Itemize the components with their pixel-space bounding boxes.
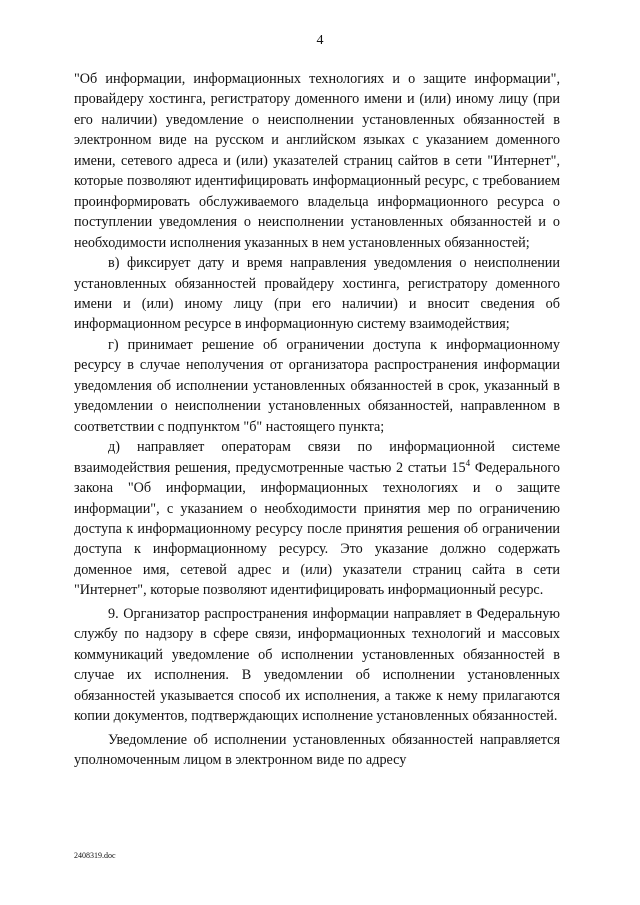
paragraph-9: 9. Организатор распространения информации направляет в Федеральную службу по надзору в сфере связи, информационных технологий и массовых коммуникаций уведомление об исполнении установленных обязанностей в случае их исполнения. В уведомлении об исполнении установленных обязанностей указывается способ их исполнения, а также к нему прилагаются копии документов, подтверждающих исполнение установленных обязанностей.: [74, 605, 560, 725]
paragraph-item-d-text-start: д) направляет операторам связи по информационной системе взаимодействия решения, предусмотренные частью 2 статьи 15: [74, 439, 560, 476]
paragraph-item-v: в) фиксирует дату и время направления уведомления о неисполнении установленных обязанностей провайдеру хостинга, регистратору доменного имени и (или) иному лицу (при его наличии) и вносит сведения об информационном ресурсе в информационную систему взаимодействия;: [74, 255, 560, 333]
page-number: 4: [316, 33, 324, 48]
paragraph-continuation: "Об информации, информационных технологиях и о защите информации", провайдеру хостинга, регистратору доменного имени и (или) иному лицу (при его наличии) уведомление о неисполнении установленных обязанностей в электронном виде на русском и английском языках с указанием доменного имени, сетевого адреса и (или) указателей страниц сайтов в сети "Интернет", которые позволяют идентифицировать информационный ресурс, с требованием проинформировать обслуживаемого владельца информационного ресурса о поступлении уведомления о неисполнении установленных обязанностей и о необходимости исполнения указанных в нем установленных обязанностей;: [74, 71, 560, 251]
footer-filename: 2408319.doc: [74, 851, 116, 860]
paragraph-notification: Уведомление об исполнении установленных обязанностей направляется уполномоченным лицом в электронном виде по адресу: [74, 731, 560, 768]
paragraph-item-d: [74, 437, 560, 601]
article-superscript: 4: [465, 457, 471, 468]
paragraph-item-d-text-end: Федерального закона "Об информации, информационных технологиях и о защите информации", с указанием о необходимости принятия мер по ограничению доступа к информационному ресурсу после принятия решения об ограничении доступа к информационному ресурсу. Это указание должно содержать доменное имя, сетевой адрес и (или) указатели страниц сайта в сети "Интернет", которые позволяют идентифицировать информационный ресурс.: [74, 459, 560, 599]
paragraph-item-g: г) принимает решение об ограничении доступа к информационному ресурсу в случае неполучения от организатора распространения информации уведомления об исполнении установленных обязанностей в срок, указанный в уведомлении о неисполнении установленных обязанностей, направленном в соответствии с подпунктом "б" настоящего пункта;: [74, 336, 560, 435]
document-body: [74, 69, 560, 770]
